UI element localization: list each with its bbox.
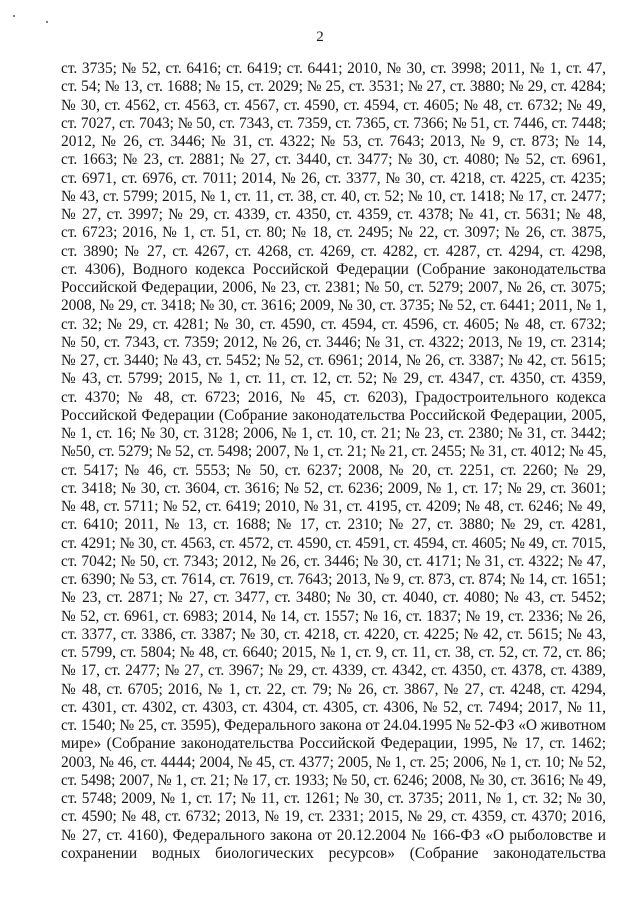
text-line: №50, ст. 5279; № 52, ст. 5498; 2007, № 1, ст. 21; № 21, ст. 2455; № 31, ст. 4012; № 45, <box>61 443 607 461</box>
text-line: сохранении водных биологических ресурсов» (Собрание законодательства <box>61 844 606 862</box>
text-line: № 27, ст. 4160), Федерального закона от 20.12.2004 № 166-ФЗ «О рыболовстве и <box>61 826 606 844</box>
text-line: ст. 5748; 2009, № 1, ст. 17; № 11, ст. 1261; № 30, ст. 3735; 2011, № 1, ст. 32; № 30, <box>61 790 606 807</box>
text-line: ст. 5498; 2007, № 1, ст. 21; № 17, ст. 1933; № 50, ст. 6246; 2008, № 30, ст. 3616; № 49, <box>61 771 607 789</box>
text-line: № 52, ст. 6961, ст. 6983; 2014, № 14, ст. 1557; № 16, ст. 1837; № 19, ст. 2336; № 26, <box>61 607 606 625</box>
text-line: ст. 6971, ст. 6976, ст. 7011; 2014, № 26, ст. 3377, № 30, ст. 4218, ст. 4225, ст. 4235; <box>61 169 606 187</box>
text-line: ст. 4306), Водного кодекса Российской Федерации (Собрание законодательства <box>61 260 606 278</box>
text-line: № 27, ст. 3440; № 43, ст. 5452; № 52, ст. 6961; 2014, № 26, ст. 3387; № 42, ст. 5615; <box>61 352 606 369</box>
text-line: ст. 4301, ст. 4302, ст. 4303, ст. 4304, ст. 4305, ст. 4306, № 52, ст. 7494; 2017, № 11, <box>61 698 606 716</box>
scan-speck <box>13 15 15 17</box>
text-line: 2008, № 29, ст. 3418; № 30, ст. 3616; 2009, № 30, ст. 3735; № 52, ст. 6441; 2011, № 1, <box>61 297 607 315</box>
document-body-text <box>61 60 606 863</box>
text-line: 2012, № 26, ст. 3446; № 31, ст. 4322; № 53, ст. 7643; 2013, № 9, ст. 873; № 14, <box>61 133 606 150</box>
scan-speck <box>46 21 48 23</box>
text-line: 2003, № 46, ст. 4444; 2004, № 45, ст. 4377; 2005, № 1, ст. 25; 2006, № 1, ст. 10; № 52, <box>61 753 606 771</box>
text-line: ст. 3890; № 27, ст. 4267, ст. 4268, ст. 4269, ст. 4282, ст. 4287, ст. 4294, ст. 4298, <box>61 242 606 260</box>
text-line: ст. 1540; № 25, ст. 3595), Федерального закона от 24.04.1995 № 52-ФЗ «О животном <box>61 717 606 734</box>
text-line: № 23, ст. 2871; № 27, ст. 3477, ст. 3480; № 30, ст. 4040, ст. 4080; № 43, ст. 5452; <box>61 589 606 607</box>
text-line: Российской Федерации (Собрание законодательства Российской Федерации, 2005, <box>61 406 606 424</box>
text-line: ст. 32; № 29, ст. 4281; № 30, ст. 4590, ст. 4594, ст. 4596, ст. 4605; № 48, ст. 6732; <box>61 315 606 333</box>
text-line: ст. 1663; № 23, ст. 2881; № 27, ст. 3440, ст. 3477; № 30, ст. 4080; № 52, ст. 6961, <box>61 151 606 169</box>
text-line: ст. 6723; 2016, № 1, ст. 51, ст. 80; № 18, ст. 2495; № 22, ст. 3097; № 26, ст. 3875, <box>61 224 606 242</box>
text-line: № 43, ст. 5799; 2015, № 1, ст. 11, ст. 38, ст. 40, ст. 52; № 10, ст. 1418; № 17, ст. 2477; <box>61 187 606 205</box>
text-line: ст. 54; № 13, ст. 1688; № 15, ст. 2029; № 25, ст. 3531; № 27, ст. 3880; № 29, ст. 4284; <box>61 78 606 96</box>
text-line: ст. 3735; № 52, ст. 6416; ст. 6419; ст. 6441; 2010, № 30, ст. 3998; 2011, № 1, ст. 47, <box>61 60 606 77</box>
text-line: ст. 6410; 2011, № 13, ст. 1688; № 17, ст. 2310; № 27, ст. 3880; № 29, ст. 4281, <box>61 516 606 534</box>
text-line: Российской Федерации, 2006, № 23, ст. 2381; № 50, ст. 5279; 2007, № 26, ст. 3075; <box>61 279 606 296</box>
text-line: № 50, ст. 7343, ст. 7359; 2012, № 26, ст. 3446; № 31, ст. 4322; 2013, № 19, ст. 2314; <box>61 333 606 351</box>
text-line: ст. 7027, ст. 7043; № 50, ст. 7343, ст. 7359, ст. 7365, ст. 7366; № 51, ст. 7446, ст. 7448; <box>61 114 607 132</box>
text-line: ст. 7042; № 50, ст. 7343; 2012, № 26, ст. 3446; № 30, ст. 4171; № 31, ст. 4322; № 47, <box>61 552 606 570</box>
text-line: ст. 4590; № 48, ст. 6732; 2013, № 19, ст. 2331; 2015, № 29, ст. 4359, ст. 4370; 2016, <box>61 808 606 826</box>
text-line: ст. 5799, ст. 5804; № 48, ст. 6640; 2015, № 1, ст. 9, ст. 11, ст. 38, ст. 52, ст. 72, ст. 86; <box>61 644 606 661</box>
text-line: № 48, ст. 6705; 2016, № 1, ст. 22, ст. 79; № 26, ст. 3867, № 27, ст. 4248, ст. 4294, <box>61 680 606 698</box>
text-line: № 1, ст. 16; № 30, ст. 3128; 2006, № 1, ст. 10, ст. 21; № 23, ст. 2380; № 31, ст. 3442; <box>61 425 606 442</box>
text-line: мире» (Собрание законодательства Российской Федерации, 1995, № 17, ст. 1462; <box>61 735 606 753</box>
text-line: № 48, ст. 5711; № 52, ст. 6419; 2010, № 31, ст. 4195, ст. 4209; № 48, ст. 6246; № 49, <box>61 498 606 515</box>
text-line: № 30, ст. 4562, ст. 4563, ст. 4567, ст. 4590, ст. 4594, ст. 4605; № 48, ст. 6732; № 49, <box>61 96 606 114</box>
text-line: ст. 4291; № 30, ст. 4563, ст. 4572, ст. 4590, ст. 4591, ст. 4594, ст. 4605; № 49, ст. 7015, <box>61 534 606 552</box>
text-line: ст. 4370; № 48, ст. 6723; 2016, № 45, ст. 6203), Градостроительного кодекса <box>61 388 606 406</box>
page-number: 2 <box>316 29 324 45</box>
text-line: ст. 5417; № 46, ст. 5553; № 50, ст. 6237; 2008, № 20, ст. 2251, ст. 2260; № 29, <box>61 461 606 479</box>
text-line: № 17, ст. 2477; № 27, ст. 3967; № 29, ст. 4339, ст. 4342, ст. 4350, ст. 4378, ст. 4389, <box>61 662 606 680</box>
text-line: ст. 6390; № 53, ст. 7614, ст. 7619, ст. 7643; 2013, № 9, ст. 873, ст. 874; № 14, ст. 1651; <box>61 571 607 588</box>
text-line: № 43, ст. 5799; 2015, № 1, ст. 11, ст. 12, ст. 52; № 29, ст. 4347, ст. 4350, ст. 4359, <box>61 370 606 388</box>
text-line: ст. 3377, ст. 3386, ст. 3387; № 30, ст. 4218, ст. 4220, ст. 4225; № 42, ст. 5615; № 43, <box>61 625 606 643</box>
text-line: ст. 3418; № 30, ст. 3604, ст. 3616; № 52, ст. 6236; 2009, № 1, ст. 17; № 29, ст. 3601; <box>61 479 606 497</box>
text-line: № 27, ст. 3997; № 29, ст. 4339, ст. 4350, ст. 4359, ст. 4378; № 41, ст. 5631; № 48, <box>61 206 606 223</box>
